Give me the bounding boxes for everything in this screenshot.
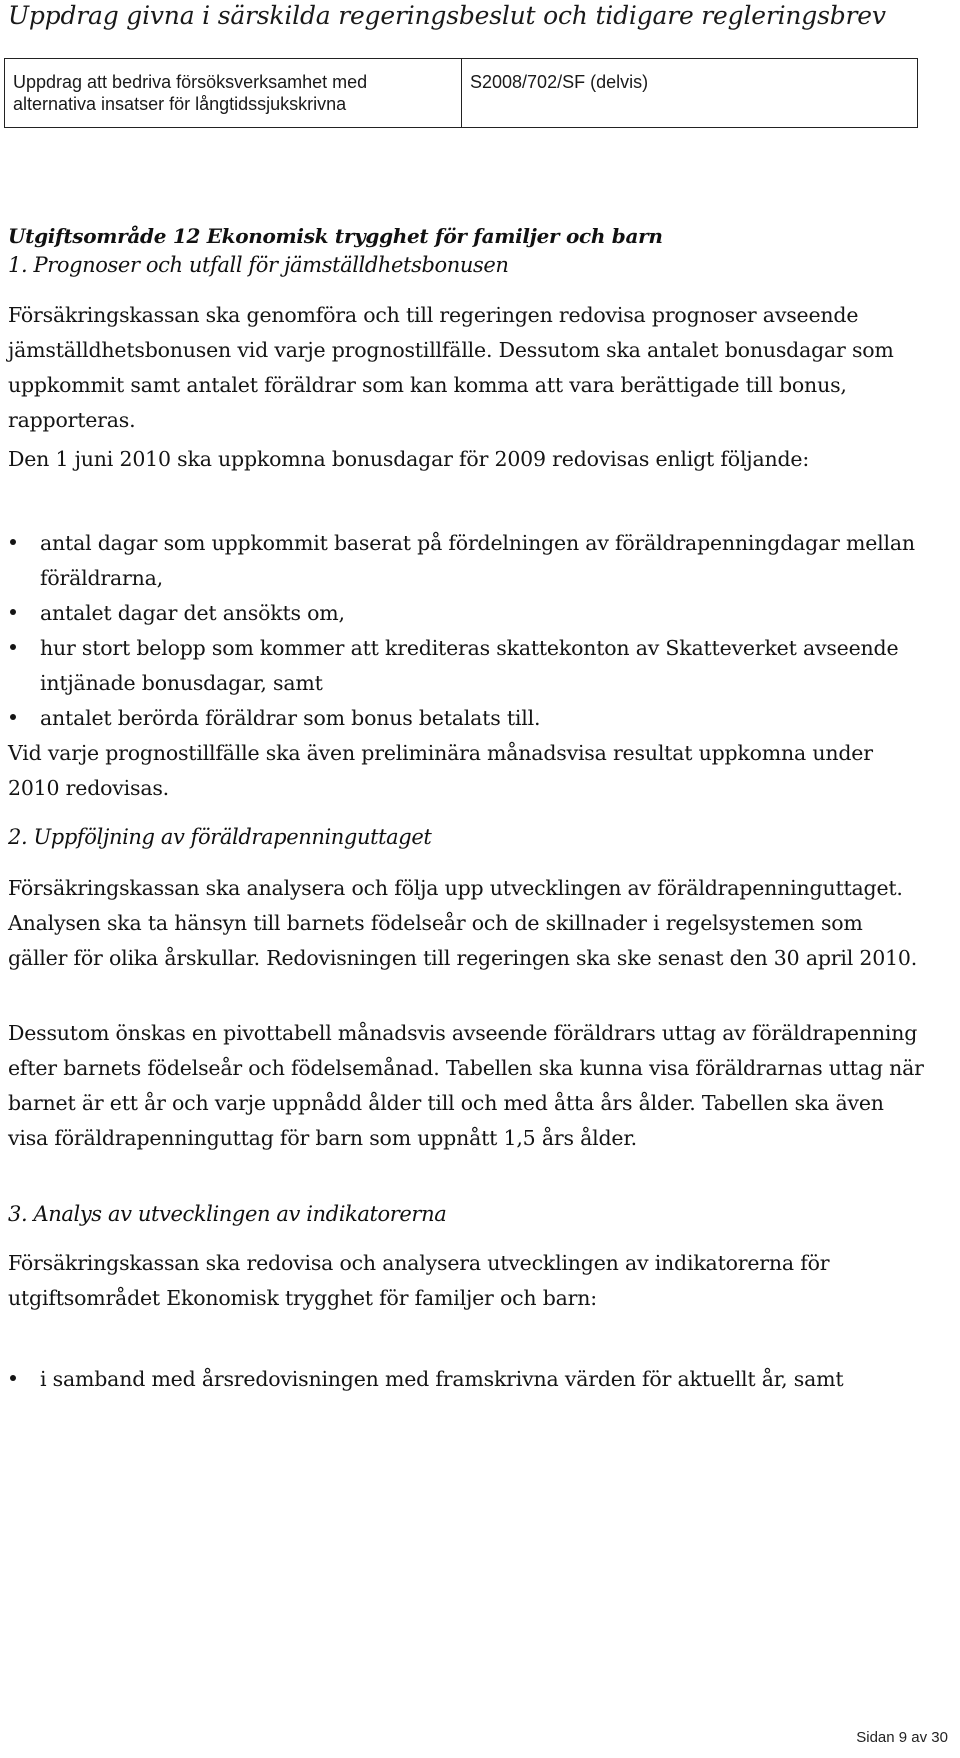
list-item-text: i samband med årsredovisningen med framskrivna värden för aktuellt år, samt [40, 1367, 844, 1391]
section-1-closing: Vid varje prognostillfälle ska även preliminära månadsvisa resultat uppkomna under 2010 redovisas. [8, 741, 873, 800]
section-3-bullet-list [8, 1362, 928, 1397]
section-1-paragraph-1: Försäkringskassan ska genomföra och till regeringen redovisa prognoser avseende jämställdhetsbonusen vid varje prognostillfälle. Dessutom ska antalet bonusdagar som uppkommit samt antalet föräldrar som kan komma att vara berättigade till bonus, rapporteras. [8, 303, 894, 432]
page-number: Sidan 9 av 30 [856, 1729, 948, 1746]
page-title: Uppdrag givna i särskilda regeringsbeslut och tidigare regleringsbrev [8, 1, 886, 30]
section-1-heading: 1. Prognoser och utfall för jämställdhetsbonusen [8, 253, 509, 277]
list-item-text: hur stort belopp som kommer att krediteras skattekonton av Skatteverket avseende intjänade bonusdagar, samt [40, 636, 899, 695]
list-item [8, 1362, 928, 1397]
table-row [5, 59, 918, 128]
list-item [8, 596, 928, 631]
list-item [8, 526, 928, 596]
section-3-paragraph-1: Försäkringskassan ska redovisa och analysera utvecklingen av indikatorerna för utgiftsområdet Ekonomisk trygghet för familjer och barn: [8, 1251, 830, 1310]
list-item-text: antalet berörda föräldrar som bonus betalats till. [40, 706, 541, 730]
expenditure-area-heading: Utgiftsområde 12 Ekonomisk trygghet för familjer och barn [8, 224, 663, 248]
bullet-icon [10, 644, 16, 650]
section-1-paragraph-2: Den 1 juni 2010 ska uppkomna bonusdagar för 2009 redovisas enligt följande: [8, 447, 810, 471]
list-item [8, 631, 928, 701]
bullet-icon [10, 539, 16, 545]
list-item [8, 701, 928, 736]
assignment-table [4, 58, 918, 128]
assignment-description: Uppdrag att bedriva försöksverksamhet med alternativa insatser för långtidssjukskrivna [5, 59, 462, 128]
assignment-reference: S2008/702/SF (delvis) [462, 59, 918, 128]
section-2-paragraph-2: Dessutom önskas en pivottabell månadsvis avseende föräldrars uttag av föräldrapenning efter barnets födelseår och födelsemånad. Tabellen ska kunna visa föräldrarnas uttag när barnet är ett år och varje uppnådd ålder till och med åtta års ålder. Tabellen ska även visa föräldrapenninguttag för barn som uppnått 1,5 års ålder. [8, 1021, 924, 1150]
list-item-text: antal dagar som uppkommit baserat på fördelningen av föräldrapenningdagar mellan föräldrarna, [40, 531, 915, 590]
bullet-icon [10, 609, 16, 615]
bullet-icon [10, 1375, 16, 1381]
bullet-icon [10, 714, 16, 720]
section-2-paragraph-1: Försäkringskassan ska analysera och följa upp utvecklingen av föräldrapenninguttaget. Analysen ska ta hänsyn till barnets födelseår och de skillnader i regelsystemen som gäller för olika årskullar. Redovisningen till regeringen ska ske senast den 30 april 2010. [8, 876, 918, 970]
section-3-heading: 3. Analys av utvecklingen av indikatorerna [8, 1202, 447, 1226]
section-2-heading: 2. Uppföljning av föräldrapenninguttaget [8, 825, 432, 849]
list-item-text: antalet dagar det ansökts om, [40, 601, 345, 625]
section-1-bullet-list [8, 526, 928, 736]
